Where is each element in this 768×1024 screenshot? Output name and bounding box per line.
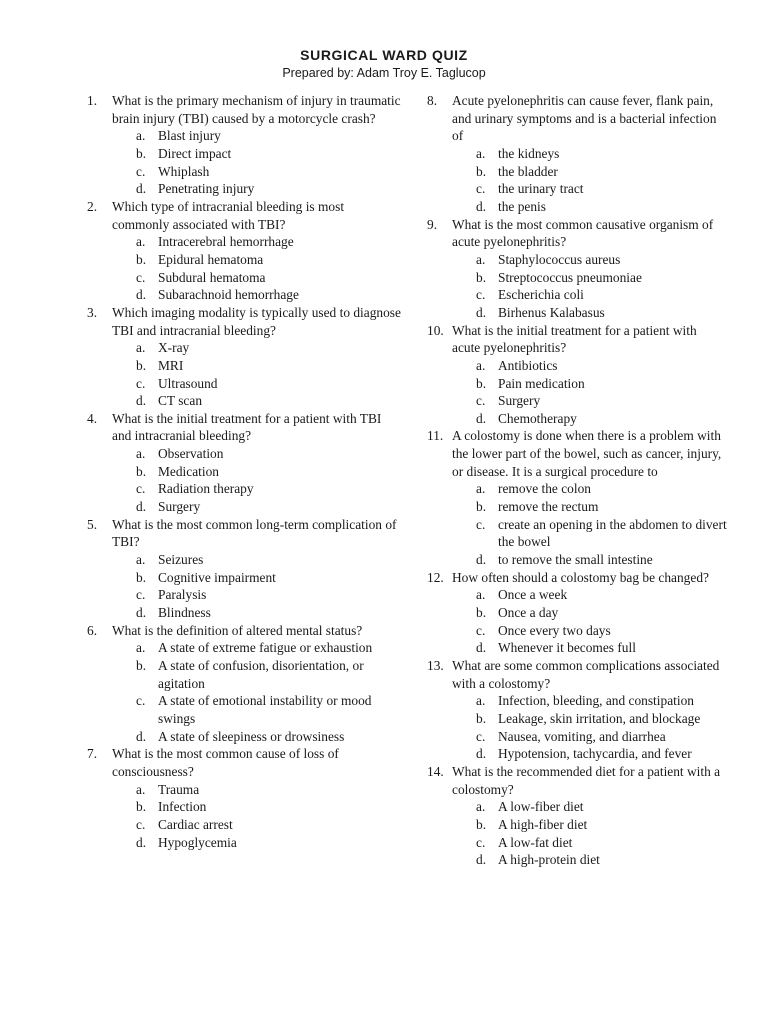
option-text: the kidneys: [498, 145, 560, 161]
option-text: Surgery: [498, 393, 541, 409]
option-letter: c.: [136, 693, 146, 709]
answer-option: [112, 498, 402, 516]
question-number: 6.: [87, 622, 98, 638]
answer-option: [452, 551, 727, 569]
answer-options: [112, 445, 402, 516]
question-item: [427, 569, 727, 657]
question-item: [87, 516, 402, 622]
option-letter: b.: [476, 816, 487, 832]
question-text: What is the initial treatment for a patient with acute pyelonephritis?: [452, 322, 697, 356]
option-text: Blindness: [158, 605, 211, 621]
question-text: What is the most common causative organism of acute pyelonephritis?: [452, 216, 714, 250]
answer-options: [452, 692, 727, 763]
answer-option: [452, 375, 727, 393]
question-item: [427, 92, 727, 216]
option-letter: a.: [476, 357, 486, 373]
option-text: Epidural hematoma: [158, 251, 264, 267]
option-text: Birhenus Kalabasus: [498, 304, 605, 320]
option-text: Whiplash: [158, 163, 210, 179]
answer-option: [112, 692, 402, 727]
answer-options: [452, 145, 727, 216]
answer-option: [452, 198, 727, 216]
option-text: Subarachnoid hemorrhage: [158, 287, 299, 303]
option-text: Nausea, vomiting, and diarrhea: [498, 728, 666, 744]
answer-option: [112, 480, 402, 498]
option-letter: c.: [476, 622, 486, 638]
question-number: 5.: [87, 516, 98, 532]
question-text: What are some common complications associated with a colostomy?: [452, 658, 720, 691]
answer-option: [452, 798, 727, 816]
answer-option: [112, 728, 402, 746]
answer-options: [112, 339, 402, 410]
option-letter: c.: [136, 587, 146, 603]
answer-option: [452, 516, 727, 551]
answer-option: [112, 798, 402, 816]
option-letter: b.: [476, 605, 487, 621]
question-item: [427, 322, 727, 428]
option-letter: a.: [136, 340, 146, 356]
option-letter: d.: [136, 834, 147, 850]
answer-option: [452, 269, 727, 287]
option-text: Streptococcus pneumoniae: [498, 269, 642, 285]
answer-option: [112, 569, 402, 587]
option-text: MRI: [158, 357, 184, 373]
answer-option: [112, 657, 402, 692]
question-text: What is the recommended diet for a patient with a colostomy?: [452, 763, 721, 797]
option-letter: a.: [476, 799, 486, 815]
question-item: [87, 745, 402, 851]
option-text: to remove the small intestine: [498, 552, 653, 568]
question-item: [427, 427, 727, 568]
answer-options: [112, 233, 402, 304]
option-letter: b.: [476, 710, 487, 726]
option-text: A low-fiber diet: [498, 799, 584, 815]
option-text: the bladder: [498, 163, 558, 179]
answer-option: [452, 392, 727, 410]
answer-option: [112, 586, 402, 604]
answer-option: [112, 834, 402, 852]
option-letter: b.: [136, 463, 147, 479]
question-item: [87, 304, 402, 410]
option-text: Once every two days: [498, 622, 611, 638]
answer-options: [112, 127, 402, 198]
option-letter: c.: [476, 287, 486, 303]
option-letter: d.: [136, 605, 147, 621]
option-letter: b.: [136, 145, 147, 161]
option-text: Surgery: [158, 499, 201, 515]
question-item: [427, 216, 727, 322]
option-text: Seizures: [158, 552, 204, 568]
option-text: Ultrasound: [158, 375, 218, 391]
answer-option: [452, 851, 727, 869]
option-text: the urinary tract: [498, 181, 584, 197]
answer-options: [112, 781, 402, 852]
option-letter: d.: [136, 181, 147, 197]
answer-option: [112, 269, 402, 287]
answer-option: [452, 286, 727, 304]
question-text: What is the primary mechanism of injury in traumatic brain injury (TBI) caused by a motorcycle crash?: [112, 93, 401, 126]
option-text: Medication: [158, 463, 219, 479]
answer-option: [112, 357, 402, 375]
option-text: Staphylococcus aureus: [498, 251, 621, 267]
answer-option: [112, 251, 402, 269]
option-letter: c.: [136, 163, 146, 179]
option-text: CT scan: [158, 393, 203, 409]
option-letter: a.: [136, 446, 146, 462]
answer-options: [452, 251, 727, 322]
option-text: A high-protein diet: [498, 852, 600, 868]
question-text: How often should a colostomy bag be changed?: [452, 569, 709, 585]
option-text: Trauma: [158, 781, 200, 797]
question-item: [87, 622, 402, 746]
question-text: A colostomy is done when there is a problem with the lower part of the bowel, such as cancer, injury, or disease. It is a surgical procedure to: [452, 428, 722, 479]
question-item: [87, 410, 402, 516]
question-number: 4.: [87, 410, 98, 426]
question-item: [87, 198, 402, 304]
question-text: What is the initial treatment for a patient with TBI and intracranial bleeding?: [112, 410, 382, 444]
option-text: A state of sleepiness or drowsiness: [158, 728, 345, 744]
option-text: Observation: [158, 446, 224, 462]
answer-option: [452, 145, 727, 163]
answer-option: [452, 692, 727, 710]
option-letter: a.: [476, 251, 486, 267]
answer-option: [452, 745, 727, 763]
question-item: [427, 763, 727, 869]
question-item: [427, 657, 727, 763]
right-column: [427, 92, 727, 869]
option-letter: a.: [136, 781, 146, 797]
option-letter: a.: [136, 640, 146, 656]
option-text: Once a day: [498, 605, 559, 621]
answer-option: [452, 834, 727, 852]
option-text: remove the rectum: [498, 499, 599, 515]
answer-option: [112, 781, 402, 799]
option-letter: a.: [476, 481, 486, 497]
option-text: the penis: [498, 198, 546, 214]
answer-options: [452, 798, 727, 869]
option-letter: c.: [476, 516, 486, 532]
option-text: A high-fiber diet: [498, 816, 588, 832]
answer-option: [112, 339, 402, 357]
option-text: Whenever it becomes full: [498, 640, 636, 656]
answer-option: [112, 286, 402, 304]
option-letter: c.: [476, 834, 486, 850]
question-number: 13.: [427, 658, 444, 673]
option-letter: d.: [476, 198, 487, 214]
answer-option: [112, 816, 402, 834]
option-text: Radiation therapy: [158, 481, 254, 497]
question-text: Which type of intracranial bleeding is most commonly associated with TBI?: [112, 198, 345, 232]
answer-option: [452, 498, 727, 516]
option-letter: c.: [136, 816, 146, 832]
answer-option: [112, 163, 402, 181]
answer-option: [452, 622, 727, 640]
option-text: Intracerebral hemorrhage: [158, 234, 294, 250]
option-text: Escherichia coli: [498, 287, 584, 303]
option-text: A state of emotional instability or mood swings: [158, 693, 372, 726]
answer-option: [112, 145, 402, 163]
answer-options: [452, 480, 727, 568]
question-number: 11.: [427, 428, 444, 444]
option-text: Hypotension, tachycardia, and fever: [498, 746, 692, 762]
option-text: X-ray: [158, 340, 190, 356]
option-letter: b.: [136, 357, 147, 373]
option-letter: a.: [136, 234, 146, 250]
answer-option: [452, 480, 727, 498]
option-letter: b.: [476, 499, 487, 515]
option-letter: d.: [476, 852, 487, 868]
option-letter: d.: [136, 393, 147, 409]
option-text: Penetrating injury: [158, 181, 255, 197]
option-letter: c.: [136, 269, 146, 285]
option-letter: d.: [476, 552, 487, 568]
option-text: A low-fat diet: [498, 834, 573, 850]
question-number: 9.: [427, 216, 438, 232]
answer-option: [452, 639, 727, 657]
option-letter: a.: [136, 552, 146, 568]
page-title: SURGICAL WARD QUIZ: [300, 47, 468, 63]
answer-option: [112, 639, 402, 657]
option-text: Pain medication: [498, 375, 585, 391]
option-letter: b.: [136, 799, 147, 815]
option-letter: c.: [136, 375, 146, 391]
answer-option: [452, 180, 727, 198]
option-text: Once a week: [498, 587, 568, 603]
answer-option: [452, 816, 727, 834]
option-letter: b.: [136, 569, 147, 585]
option-letter: b.: [136, 658, 147, 673]
option-text: Infection: [158, 799, 207, 815]
answer-option: [112, 127, 402, 145]
option-letter: d.: [136, 287, 147, 303]
option-text: Cognitive impairment: [158, 569, 276, 585]
option-letter: d.: [136, 728, 147, 744]
option-letter: c.: [476, 181, 486, 197]
left-column: [87, 92, 402, 851]
answer-option: [112, 180, 402, 198]
option-text: Chemotherapy: [498, 410, 577, 426]
option-text: Hypoglycemia: [158, 834, 237, 850]
answer-option: [452, 604, 727, 622]
option-text: Subdural hematoma: [158, 269, 266, 285]
question-number: 2.: [87, 198, 98, 214]
answer-options: [112, 551, 402, 622]
question-text: What is the definition of altered mental status?: [112, 622, 363, 638]
option-letter: c.: [136, 481, 146, 497]
answer-option: [112, 463, 402, 481]
option-letter: d.: [476, 410, 487, 426]
option-text: Paralysis: [158, 587, 207, 603]
question-text: Acute pyelonephritis can cause fever, flank pain, and urinary symptoms and is a bacterial infection of: [452, 93, 717, 144]
option-text: A state of extreme fatigue or exhaustion: [158, 640, 373, 656]
option-letter: b.: [476, 269, 487, 285]
question-number: 8.: [427, 93, 438, 108]
option-letter: c.: [476, 393, 486, 409]
option-letter: a.: [136, 128, 146, 144]
answer-option: [112, 445, 402, 463]
option-letter: d.: [476, 304, 487, 320]
answer-option: [452, 304, 727, 322]
option-letter: d.: [136, 499, 147, 515]
option-letter: c.: [476, 728, 486, 744]
answer-option: [112, 233, 402, 251]
option-letter: a.: [476, 587, 486, 603]
answer-option: [452, 163, 727, 181]
question-number: 1.: [87, 93, 98, 108]
option-text: Blast injury: [158, 128, 221, 144]
page-subtitle: Prepared by: Adam Troy E. Taglucop: [282, 66, 486, 80]
question-item: [87, 92, 402, 198]
option-text: A state of confusion, disorientation, or agitation: [158, 658, 364, 691]
question-text: What is the most common long-term complication of TBI?: [112, 516, 397, 550]
question-text: What is the most common cause of loss of consciousness?: [112, 746, 339, 779]
question-number: 7.: [87, 746, 98, 762]
option-letter: a.: [476, 693, 486, 709]
option-letter: b.: [136, 251, 147, 267]
question-text: Which imaging modality is typically used to diagnose TBI and intracranial bleeding?: [112, 304, 401, 338]
answer-option: [452, 251, 727, 269]
answer-options: [452, 586, 727, 657]
option-letter: b.: [476, 375, 487, 391]
answer-option: [452, 586, 727, 604]
answer-option: [452, 357, 727, 375]
option-letter: a.: [476, 145, 486, 161]
answer-options: [452, 357, 727, 428]
option-letter: d.: [476, 746, 487, 762]
option-text: remove the colon: [498, 481, 591, 497]
question-number: 14.: [427, 763, 444, 779]
option-text: Leakage, skin irritation, and blockage: [498, 710, 701, 726]
option-text: create an opening in the abdomen to divert the bowel: [498, 516, 727, 550]
answer-option: [452, 710, 727, 728]
option-letter: d.: [476, 640, 487, 656]
option-text: Antibiotics: [498, 357, 558, 373]
answer-option: [452, 410, 727, 428]
question-number: 3.: [87, 304, 98, 320]
option-text: Cardiac arrest: [158, 816, 233, 832]
answer-option: [112, 604, 402, 622]
option-text: Infection, bleeding, and constipation: [498, 693, 694, 709]
question-number: 12.: [427, 569, 444, 585]
answer-options: [112, 639, 402, 745]
answer-option: [112, 375, 402, 393]
option-letter: b.: [476, 163, 487, 179]
question-number: 10.: [427, 322, 444, 338]
answer-option: [112, 392, 402, 410]
option-text: Direct impact: [158, 145, 232, 161]
answer-option: [452, 728, 727, 746]
answer-option: [112, 551, 402, 569]
